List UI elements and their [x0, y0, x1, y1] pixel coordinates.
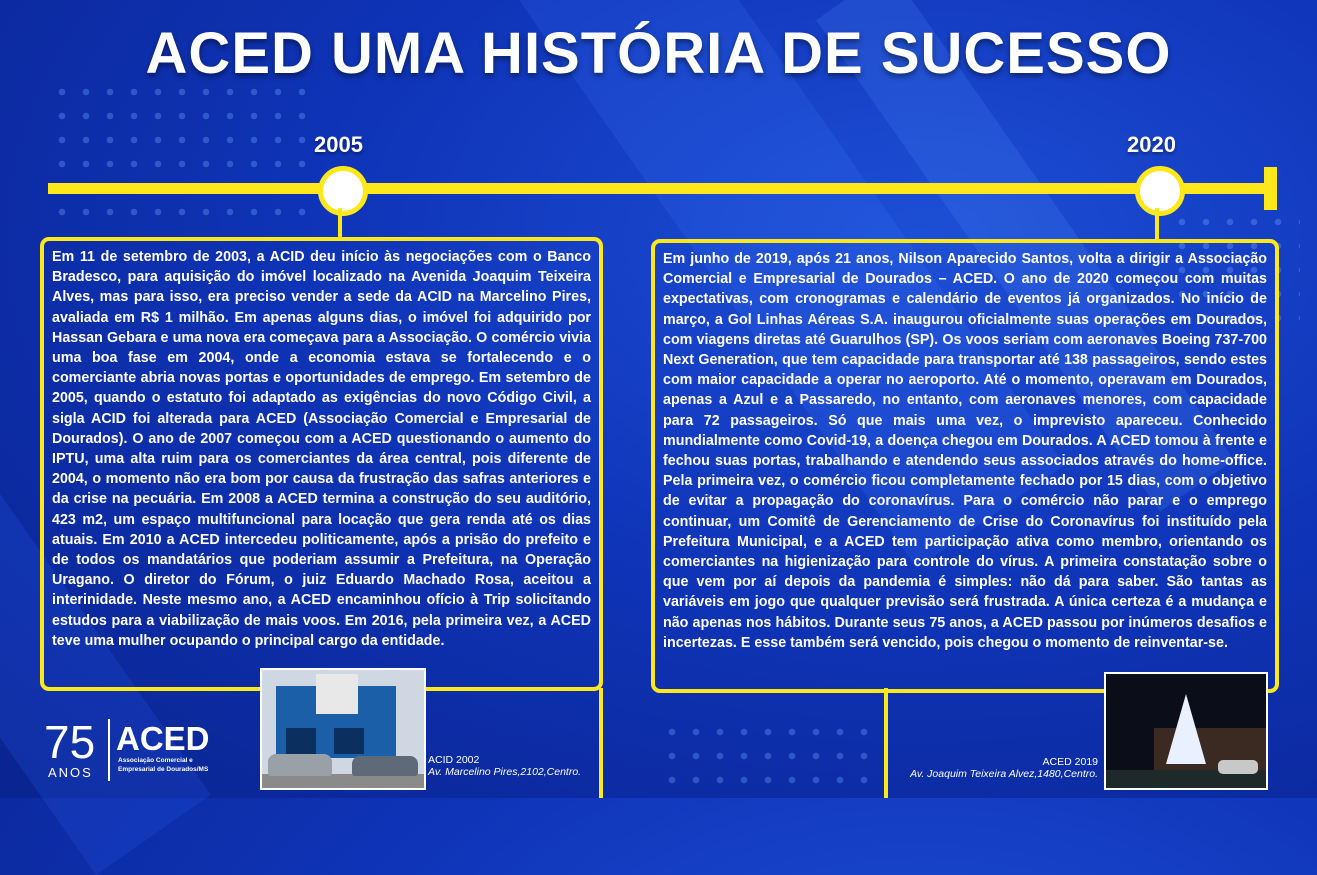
photo-caption-address: Av. Joaquim Teixeira Alvez,1480,Centro. [910, 768, 1098, 780]
timeline-year-end: 2020 [1127, 132, 1176, 157]
logo-number: 75 [44, 716, 96, 768]
background-dots [50, 80, 320, 230]
history-panel-2005 [40, 237, 603, 691]
photo-caption-2019 [897, 756, 1098, 780]
timeline-line [48, 183, 1276, 194]
aced-75-anos-logo [40, 715, 218, 785]
timeline-year-start: 2005 [314, 132, 363, 157]
logo-subtitle-1: Associação Comercial e [118, 757, 193, 764]
page-title: ACED UMA HISTÓRIA DE SUCESSO [145, 21, 1172, 86]
logo-subtitle-2: Empresarial de Dourados/MS [118, 766, 209, 773]
photo-caption-address: Av. Marcelino Pires,2102,Centro. [428, 766, 582, 778]
history-panel-2020 [651, 239, 1279, 693]
logo-name: ACED [116, 720, 210, 757]
logo-divider [108, 719, 110, 781]
history-text-2020: Em junho de 2019, após 21 anos, Nilson Aparecido Santos, volta a dirigir a Associação Comercial e Empresarial de Dourados – ACED. O ano de 2020 começou com muitas expectativas, com cronogramas e calendário de eventos já organizados. No início de março, a Gol Linhas Aéreas S.A. inaugurou oficialmente suas operações em Dourados, com viagens diretas até Guarulhos (SP). Os voos seriam com aeronaves Boeing 737-700 Next Generation, que tem capacidade para transportar até 138 passageiros, sendo estes com maior capacidade a operar no aeroporto. Até o momento, operavam em Dourados, apenas a Azul e a Passaredo, no entanto, com aeronaves menores, com capacidade para 72 passageiros. Só que mais uma vez, o imprevisto apareceu. Conhecido mundialmente como Covid-19, a doença chegou em Dourados. A ACED tomou à frente e fechou suas portas, trabalhando e atendendo seus associados através do home-office. Pela primeira vez, o comércio ficou completamente fechado por 15 dias, com o objetivo de evitar a propagação do coronavírus. Para o comércio não parar e o emprego continuar, um Comitê de Gerenciamento de Crise do Coronavírus foi instituído pela Prefeitura Municipal, e a ACED tem participação ativa como membro, orientando os comerciantes na higienização para controle do vírus. A primeira constatação sobre o que vem por aí depois da pandemia é simples: não dá para saber. São tantas as variáveis em jogo que qualquer previsão será frustrada. A única certeza é a mudança e não apenas nos hábitos. Durante seus 75 anos, a ACED passou por inúmeros desafios e incertezas. E esse também será vencido, pois chegou o momento de reinventar-se. [663, 251, 1267, 651]
panel-left-extension [599, 688, 603, 798]
photo-caption-title: ACED 2019 [1042, 756, 1098, 768]
background-dots [660, 720, 870, 790]
logo-anos: ANOS [48, 765, 93, 780]
photo-caption-title: ACID 2002 [428, 754, 480, 766]
connector-left [338, 208, 342, 238]
timeline-end-cap [1264, 167, 1277, 210]
photo-aced-2019 [1104, 672, 1268, 790]
history-text-2005: Em 11 de setembro de 2003, a ACID deu início às negociações com o Banco Bradesco, para aquisição do imóvel localizado na Avenida Joaquim Teixeira Alves, mas para isso, era preciso vender a sede da ACID na Marcelino Pires, avaliada em R$ 1 milhão. Em apenas alguns dias, o imóvel foi adquirido por Hassan Gebara e uma nova era começava para a Associação. O comércio vivia uma boa fase em 2004, onde a economia estava se fortalecendo e o comerciante abria novas portas e oportunidades de emprego. Em setembro de 2005, quando o estatuto foi adaptado as exigências do novo Código Civil, a sigla ACID foi alterada para ACED (Associação Comercial e Empresarial de Dourados). O ano de 2007 começou com a ACED questionando o aumento do IPTU, uma alta ruim para os comerciantes da área central, pois diferente de 2004, o momento não era bom por causa da frustração das safras anteriores e da crise na pecuária. Em 2008 a ACED termina a construção do seu auditório, 423 m2, um espaço multifuncional para locação que gera renda até os dias atuais. Em 2010 a ACED intercedeu politicamente, após a prisão do prefeito e de todos os mandatários que poderiam assumir a Prefeitura, na Operação Uragano. O diretor do Fórum, o juiz Eduardo Machado Rosa, aceitou a interinidade. Neste mesmo ano, a ACED encaminhou ofício à Trip solicitando estudos para a viabilização de mais voos. Em 2016, pela primeira vez, a ACED teve uma mulher ocupando o principal cargo da entidade. [52, 249, 591, 649]
timeline-node-2020 [1135, 166, 1185, 216]
panel-right-extension [884, 688, 888, 798]
photo-aced-2002 [260, 668, 426, 790]
connector-right [1155, 208, 1159, 240]
photo-caption-2002 [428, 754, 581, 778]
timeline-node-2005 [318, 166, 368, 216]
